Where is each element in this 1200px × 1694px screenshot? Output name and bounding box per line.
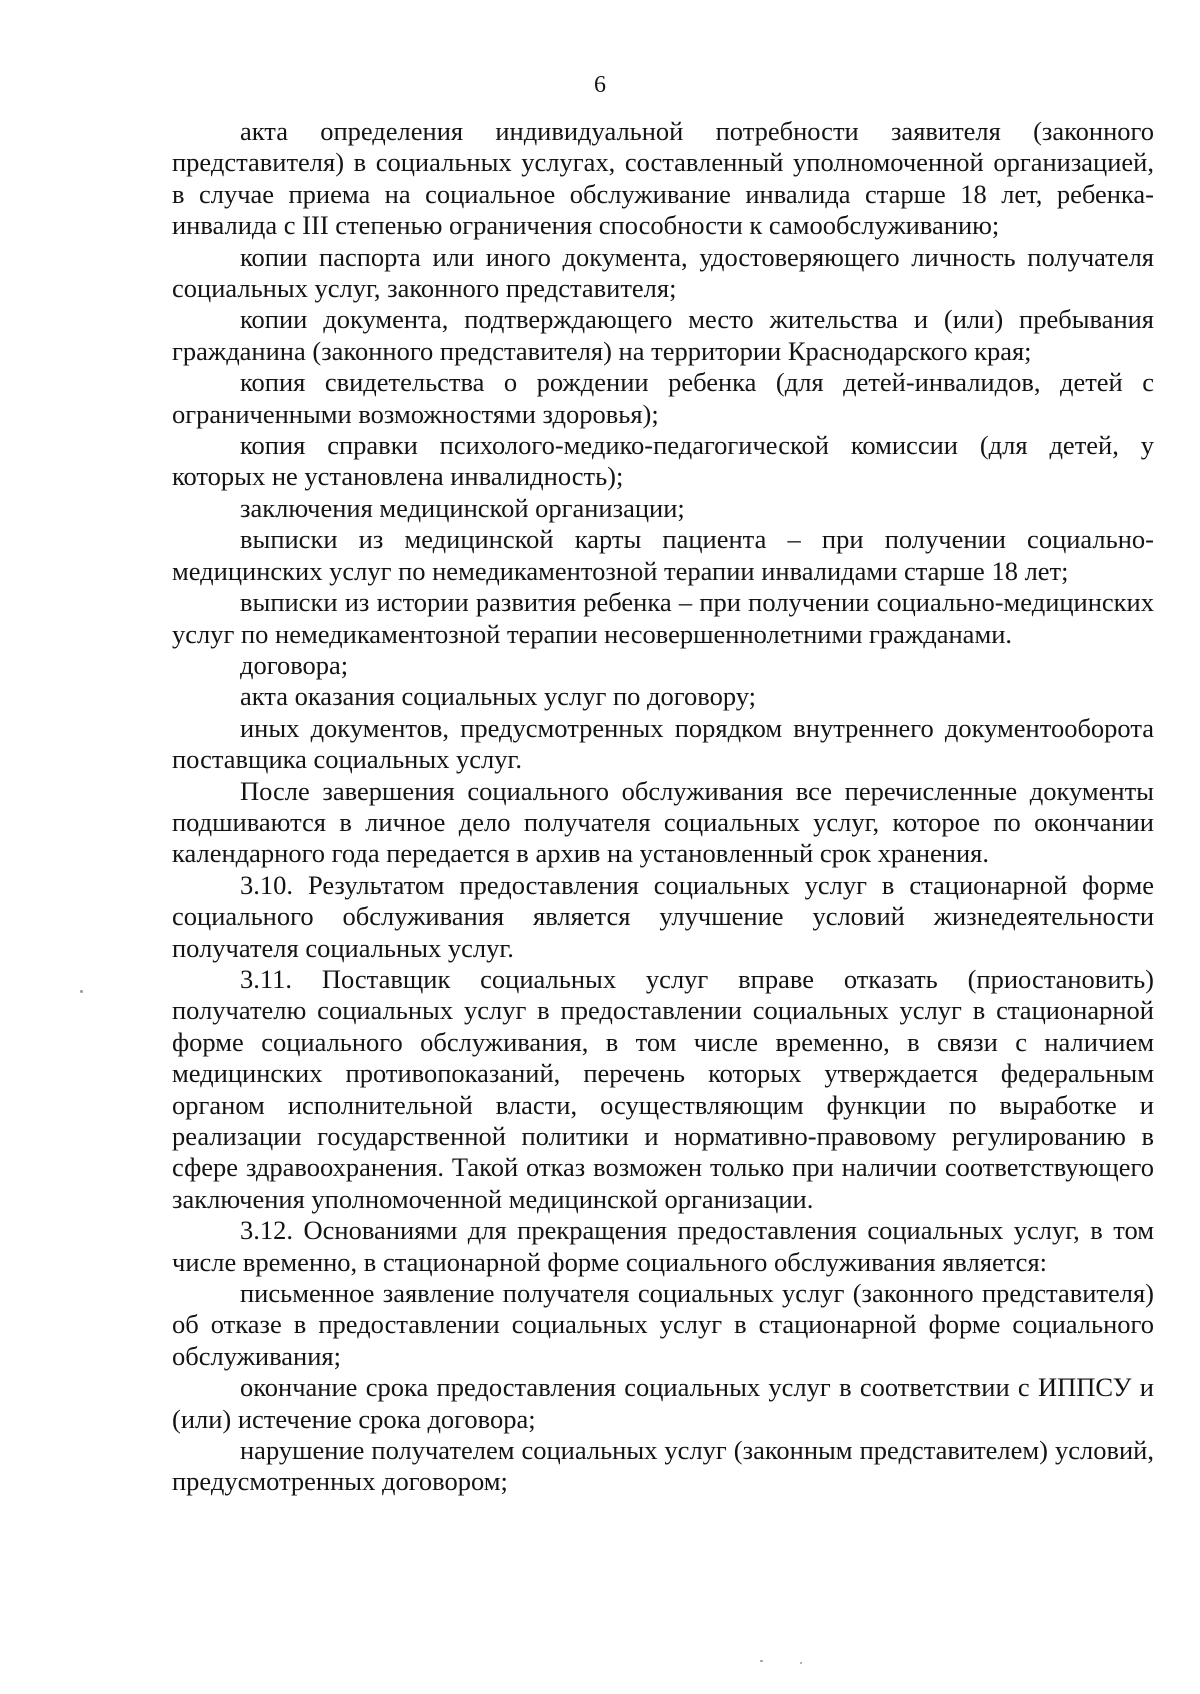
- paragraph-service-act: акта оказания социальных услуг по договору;: [240, 681, 756, 712]
- scan-speck: [800, 1662, 802, 1664]
- paragraph-child-history-extracts: выписки из истории развития ребенка – при получении социально-медицинских услуг по немедикаментозной терапии несовершеннолетними гражданами.: [172, 587, 1154, 649]
- paragraph-contract: договора;: [240, 649, 349, 680]
- paragraph-contract-violation: нарушение получателем социальных услуг (законным представителем) условий, предусмотренных договором;: [172, 1435, 1154, 1497]
- paragraph-clause-3-12: 3.12. Основаниями для прекращения предоставления социальных услуг, в том числе временно, в стационарной форме социального обслуживания является:: [172, 1215, 1154, 1277]
- paragraph-clause-3-11: 3.11. Поставщик социальных услуг вправе отказать (приостановить) получателю социальных услуг в предоставлении социальных услуг в стационарной форме социального обслуживания, в том числе временно, в связи с наличием медицинских противопоказаний, перечень которых утверждается федеральным органом исполнительной власти, осуществляющим функции по выработке и реализации государственной политики и нормативно-правовому регулированию в сфере здравоохранения. Такой отказ возможен только при наличии соответствующего заключения уполномоченной медицинской организации.: [172, 963, 1154, 1214]
- scan-speck: [80, 990, 83, 993]
- paragraph-other-documents: иных документов, предусмотренных порядком внутреннего документооборота поставщика социальных услуг.: [172, 712, 1154, 775]
- document-body: [172, 116, 1154, 1498]
- paragraph-term-expiry: окончание срока предоставления социальных услуг в соответствии с ИППСУ и (или) истечение срока договора;: [172, 1372, 1154, 1434]
- paragraph-clause-3-10: 3.10. Результатом предоставления социальных услуг в стационарной форме социального обслуживания является улучшение условий жизнедеятельности получателя социальных услуг.: [172, 869, 1154, 963]
- paragraph-residence-document: копии документа, подтверждающего место жительства и (или) пребывания гражданина (законного представителя) на территории Краснодарского края;: [172, 304, 1154, 366]
- paragraph-archive: После завершения социального обслуживания все перечисленные документы подшиваются в личное дело получателя социальных услуг, которое по окончании календарного года передается в архив на установленный срок хранения.: [172, 775, 1154, 869]
- paragraph-passport-copies: копии паспорта или иного документа, удостоверяющего личность получателя социальных услуг, законного представителя;: [172, 241, 1154, 304]
- paragraph-written-refusal: письменное заявление получателя социальных услуг (законного представителя) об отказе в предоставлении социальных услуг в стационарной форме социального обслуживания;: [172, 1278, 1154, 1371]
- paragraph-act-of-needs: акта определения индивидуальной потребности заявителя (законного представителя) в социальных услугах, составленный уполномоченной организацией, в случае приема на социальное обслуживание инвалида старше 18 лет, ребенка-инвалида с III степенью ограничения способности к самообслуживанию;: [172, 116, 1154, 241]
- paragraph-birth-certificate: копия свидетельства о рождении ребенка (для детей-инвалидов, детей с ограниченными возможностями здоровья);: [172, 367, 1154, 429]
- paragraph-pmpk-certificate: копия справки психолого-медико-педагогической комиссии (для детей, у которых не установлена инвалидность);: [172, 430, 1154, 492]
- paragraph-medical-conclusions: заключения медицинской организации;: [240, 492, 685, 523]
- scan-speck: [760, 1660, 763, 1662]
- page-number: 6: [594, 72, 606, 98]
- paragraph-medical-card-extracts: выписки из медицинской карты пациента – при получении социально-медицинских услуг по немедикаментозной терапии инвалидами старше 18 лет;: [172, 524, 1154, 586]
